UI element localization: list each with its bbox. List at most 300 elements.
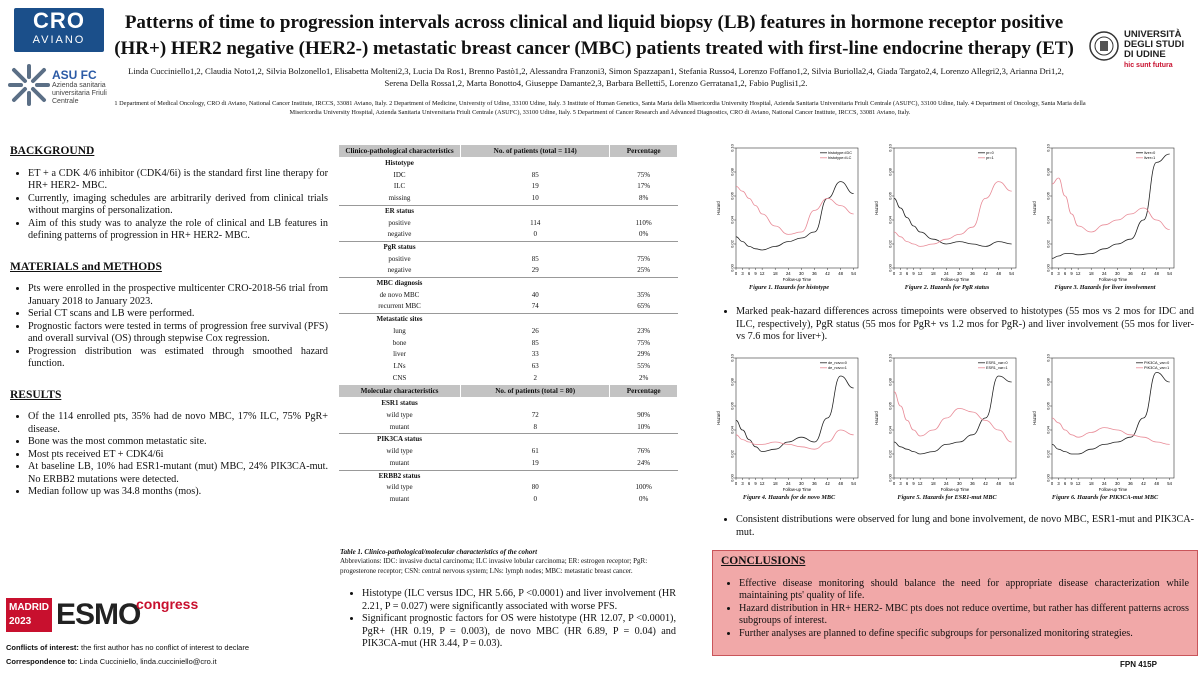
- y-tick-label: 0.04: [729, 216, 735, 224]
- table-cell: lung: [393, 326, 406, 335]
- hazard-findings: [718, 306, 1194, 344]
- legend-label: liver=0: [1144, 151, 1156, 155]
- table-cell: 40: [531, 290, 539, 299]
- x-tick-label: 30: [957, 271, 962, 276]
- x-tick-label: 24: [1101, 271, 1107, 276]
- x-tick-label: 18: [772, 481, 778, 486]
- list-item: • Marked peak-hazard differences across timepoints were observed to histotypes (55 mos vs 2 mos for IDC and ILC, respectively), PgR status (55 mos for PgR+ vs 1.2 mos for PgR-) and liver involvement (55 mos for liver- vs 7.6 mos for liver+).: [736, 306, 1194, 344]
- legend-label: pr=0: [986, 151, 994, 155]
- y-tick-label: 0.02: [1045, 240, 1051, 248]
- list-item: • ET + a CDK 4/6 inhibitor (CDK4/6i) is the standard first line therapy for HR+ HER2- MBC.: [28, 168, 328, 193]
- x-tick-label: 6: [747, 481, 751, 486]
- results-list: [10, 411, 328, 499]
- methods-title: MATERIALS and METHODS: [10, 260, 162, 273]
- x-tick-label: 9: [912, 271, 915, 276]
- figure-caption: Figure 3. Hazards for liver involvement: [1054, 284, 1156, 291]
- x-tick-label: 30: [799, 481, 804, 486]
- x-tick-label: 36: [1128, 271, 1133, 276]
- table-cell: 90%: [637, 411, 651, 420]
- x-tick-label: 3: [1057, 481, 1060, 486]
- y-tick-label: 0.02: [729, 450, 735, 458]
- table-cell: 17%: [637, 182, 651, 191]
- y-tick-label: 0.00: [729, 264, 735, 272]
- x-tick-label: 12: [759, 481, 765, 486]
- udine-logo-motto: hic sunt futura: [1124, 62, 1173, 69]
- table-cell: 26: [531, 326, 539, 335]
- left-column: [10, 145, 328, 517]
- x-tick-label: 18: [1088, 271, 1094, 276]
- legend-label: ESR1_var=1: [986, 366, 1008, 370]
- list-item: • Further analyses are planned to define specific subgroups for personalized monitoring strategies.: [739, 628, 1189, 641]
- y-tick-label: 0.10: [729, 144, 735, 152]
- x-tick-label: 9: [754, 481, 757, 486]
- x-tick-label: 12: [917, 481, 923, 486]
- table-cell: 2: [533, 373, 537, 382]
- table-cell: liver: [393, 350, 406, 359]
- table-cell: 114: [530, 218, 541, 227]
- x-tick-label: 36: [1128, 481, 1133, 486]
- x-tick-label: 12: [759, 271, 765, 276]
- table-cell: 10%: [637, 422, 651, 431]
- x-tick-label: 3: [741, 481, 744, 486]
- table-cell: negative: [387, 266, 412, 275]
- x-tick-label: 42: [983, 481, 988, 486]
- table-cell: 61: [531, 447, 539, 456]
- table-cell: 110%: [635, 218, 652, 227]
- asufc-logo-sub: Azienda sanitaria universitaria Friuli Centrale: [52, 82, 107, 105]
- table-row: [339, 290, 678, 302]
- asufc-emblem-icon: [8, 64, 50, 106]
- figure-caption: Figure 5. Hazards for ESR1-mut MBC: [897, 494, 997, 501]
- y-tick-label: 0.10: [729, 354, 735, 362]
- x-tick-label: 12: [917, 271, 923, 276]
- x-tick-label: 6: [1063, 271, 1067, 276]
- table-row: [339, 373, 678, 385]
- table-cell: missing: [388, 194, 411, 203]
- legend-label: de_novo=0: [828, 361, 847, 365]
- cro-aviano-logo: [14, 8, 104, 52]
- table-row: [339, 494, 678, 506]
- x-tick-label: 6: [905, 481, 909, 486]
- x-tick-label: 30: [1115, 481, 1120, 486]
- list-item: • At baseline LB, 10% had ESR1-mutant (mut) MBC, 24% PIK3CA-mut. No ERBB2 mutations were detected.: [28, 461, 328, 486]
- table-cell: 23%: [637, 326, 651, 335]
- table-cell: positive: [388, 254, 411, 263]
- y-axis-label: Hazard: [716, 201, 721, 215]
- list-item: • Currently, imaging schedules are arbitrarily derived from clinical trials without margins of personalization.: [28, 193, 328, 218]
- hazard-chart-4: [714, 350, 864, 500]
- table-cell: 75%: [637, 338, 651, 347]
- x-tick-label: 42: [1141, 481, 1146, 486]
- esmo-city: MADRID: [9, 602, 49, 613]
- series-line-1: [894, 376, 1012, 454]
- table-row: [339, 410, 678, 422]
- cro-logo-sub: AVIANO: [32, 34, 86, 46]
- results-stats-list: [344, 588, 676, 651]
- table-header-cell: Percentage: [610, 145, 678, 158]
- y-tick-label: 0.04: [887, 216, 893, 224]
- legend-label: pr=1: [986, 156, 994, 160]
- x-tick-label: 30: [799, 271, 804, 276]
- results-item-1: Of the 114 enrolled pts, 35% had de novo MBC, 17% ILC, 75% PgR+ disease.: [28, 411, 328, 435]
- table-cell: 85: [531, 254, 539, 263]
- figure-caption: Figure 1. Hazards for histotype: [749, 284, 829, 291]
- table-cell: 75%: [637, 254, 651, 263]
- x-tick-label: 54: [851, 481, 856, 486]
- table-row: [339, 181, 678, 193]
- table-row: [339, 301, 678, 313]
- table-cell: IDC: [393, 170, 406, 179]
- x-tick-label: 42: [1141, 271, 1146, 276]
- author-list: Linda Cucciniello1,2, Claudia Noto1,2, Silvia Bolzonello1, Elisabetta Molteni2,3, Lucia Da Ros1, Brenno Pastò1,2, Alessandra Franzoni3, Simon Spazzapan1, Stefania Russo4, Lorenzo Foffano1,2, Silvia Buriolla2,4, Giada Targato2,4, Lorenzo Allegri2,3, Arianna Dri1,2, Serena Della Rossa1,2, Marta Bonotto4, Giuseppe Damante2,3, Barbara Belletti5, Lorenzo Gerratana1,2, Fabio Puglisi1,2.: [128, 66, 1064, 88]
- table-cell: 19: [531, 458, 539, 467]
- udine-logo-line3: DI UDINE: [1124, 49, 1166, 60]
- table-caption-text: Abbreviations: IDC: invasive ductal carcinoma; ILC invasive lobular carcinoma; ER: estrogen receptor; PgR: progesterone receptor; CSN: central nervous system; LNs: lymph nodes; MBC: metastatic breast cancer.: [340, 557, 648, 575]
- table-group-label: Histotype: [339, 158, 461, 170]
- esmo-year: 2023: [9, 616, 32, 627]
- table-cell: 63: [531, 361, 539, 370]
- y-tick-label: 0.00: [729, 474, 735, 482]
- series-line-2: [1052, 178, 1170, 232]
- table-cell: 85: [531, 338, 539, 347]
- x-tick-label: 12: [1075, 481, 1081, 486]
- table-cell: 19: [531, 182, 539, 191]
- esmo-name: ESMO: [56, 598, 141, 631]
- legend-label: histotype=ILC: [828, 156, 852, 160]
- table-row: [339, 446, 678, 458]
- esmo-congress: congress: [136, 596, 199, 612]
- table-header-cell: Molecular characteristics: [339, 385, 461, 398]
- x-tick-label: 0: [892, 481, 896, 486]
- x-axis-label: Follow-up Time: [782, 277, 812, 282]
- table-cell: 0: [533, 494, 537, 503]
- series-line-2: [736, 186, 854, 234]
- y-tick-label: 0.04: [729, 426, 735, 434]
- series-line-1: [894, 198, 1012, 246]
- y-tick-label: 0.06: [1045, 402, 1051, 410]
- poster-title: Patterns of time to progression intervals across clinical and liquid biopsy (LB) features in hormone receptor positive (HR+) HER2 negative (HER2-) metastatic breast cancer (MBC) patients treated with first-line endocrine therapy (ET): [114, 12, 1074, 59]
- x-tick-label: 24: [785, 271, 791, 276]
- x-tick-label: 30: [1115, 271, 1120, 276]
- udine-logo-line1: UNIVERSITÀ: [1124, 29, 1182, 40]
- x-axis-label: Follow-up Time: [940, 277, 970, 282]
- plot-frame: [894, 148, 1016, 268]
- table-cell: 0%: [639, 494, 649, 503]
- table-row: [339, 338, 678, 350]
- fpn-code: FPN 415P: [1120, 660, 1157, 669]
- x-tick-label: 18: [930, 271, 936, 276]
- plot-frame: [1052, 358, 1174, 478]
- x-tick-label: 18: [772, 271, 778, 276]
- x-axis-label: Follow-up Time: [940, 487, 970, 492]
- table-cell: 85: [531, 170, 539, 179]
- table-cell: 29%: [637, 350, 651, 359]
- y-tick-label: 0.00: [1045, 474, 1051, 482]
- x-tick-label: 42: [825, 481, 830, 486]
- plot-frame: [736, 148, 858, 268]
- x-tick-label: 24: [943, 271, 949, 276]
- table-header-cell: Percentage: [610, 385, 678, 398]
- table-row: [339, 326, 678, 338]
- x-tick-label: 48: [996, 271, 1001, 276]
- x-tick-label: 9: [912, 481, 915, 486]
- table-group-label: ESR1 status: [339, 398, 461, 410]
- figure-caption: Figure 6. Hazards for PIK3CA-mut MBC: [1051, 494, 1159, 501]
- x-tick-label: 0: [1050, 481, 1054, 486]
- series-line-2: [894, 392, 1012, 442]
- list-item: • Consistent distributions were observed for lung and bone involvement, de novo MBC, ESR1-mut and PIK3CA-mut.: [736, 514, 1194, 539]
- x-axis-label: Follow-up Time: [782, 487, 812, 492]
- characteristics-table: [338, 144, 678, 506]
- x-axis-label: Follow-up Time: [1098, 487, 1128, 492]
- y-tick-label: 0.10: [887, 354, 893, 362]
- table-cell: 33: [531, 350, 539, 359]
- y-tick-label: 0.10: [1045, 354, 1051, 362]
- list-item: • Aim of this study was to analyze the role of clinical and LB features in defining patterns of progression in HR+ HER2- MBC.: [28, 218, 328, 243]
- x-tick-label: 0: [892, 271, 896, 276]
- table-group-label: PgR status: [339, 241, 461, 253]
- x-tick-label: 48: [1154, 271, 1159, 276]
- x-tick-label: 9: [1070, 271, 1073, 276]
- hazard-chart-3: [1030, 140, 1180, 290]
- list-item: • Histotype (ILC versus IDC, HR 5.66, P <0.0001) and liver involvement (HR 2.21, P = 0.027) were significantly associated with worse PFS.: [362, 588, 676, 613]
- x-tick-label: 48: [838, 271, 843, 276]
- y-axis-label: Hazard: [716, 411, 721, 425]
- x-tick-label: 3: [741, 271, 744, 276]
- y-tick-label: 0.00: [1045, 264, 1051, 272]
- x-tick-label: 24: [1101, 481, 1107, 486]
- table-header-cell: No. of patients (total = 114): [461, 145, 610, 158]
- x-tick-label: 42: [983, 271, 988, 276]
- x-axis-label: Follow-up Time: [1098, 277, 1128, 282]
- table-cell: mutant: [389, 422, 410, 431]
- legend-label: liver=1: [1144, 156, 1156, 160]
- x-tick-label: 36: [970, 271, 975, 276]
- table-row: [339, 349, 678, 361]
- x-tick-label: 6: [747, 271, 751, 276]
- table-cell: 8%: [639, 194, 649, 203]
- table-cell: 55%: [637, 361, 651, 370]
- x-tick-label: 3: [899, 481, 902, 486]
- y-tick-label: 0.06: [729, 402, 735, 410]
- figure-caption: Figure 4. Hazards for de novo MBC: [742, 494, 836, 501]
- list-item: • Median follow up was 34.8 months (mos).: [28, 486, 328, 499]
- y-tick-label: 0.06: [887, 192, 893, 200]
- y-tick-label: 0.04: [1045, 216, 1051, 224]
- x-tick-label: 6: [1063, 481, 1067, 486]
- list-item: • Effective disease monitoring should balance the need for appropriate disease characterization while maintaining pts' quality of life.: [739, 578, 1189, 603]
- conclusions-list: [713, 578, 1197, 641]
- y-tick-label: 0.10: [1045, 144, 1051, 152]
- x-tick-label: 0: [1050, 271, 1054, 276]
- x-tick-label: 24: [943, 481, 949, 486]
- legend-label: PIK3CA_var=0: [1144, 361, 1170, 365]
- x-tick-label: 3: [899, 271, 902, 276]
- asufc-logo-name: ASU FC: [52, 68, 97, 82]
- table-header-cell: No. of patients (total = 80): [461, 385, 610, 398]
- x-tick-label: 36: [812, 481, 817, 486]
- y-tick-label: 0.08: [729, 378, 735, 386]
- legend-label: PIK3CA_var=1: [1144, 366, 1170, 370]
- table-row: [339, 170, 678, 182]
- correspondence-label: Correspondence to:: [6, 657, 78, 666]
- table-row: [339, 361, 678, 373]
- table-cell: 80: [531, 483, 539, 492]
- table-cell: 0%: [639, 230, 649, 239]
- list-item: • Most pts received ET + CDK4/6i: [28, 449, 328, 462]
- y-tick-label: 0.08: [887, 168, 893, 176]
- table-cell: wild type: [386, 447, 413, 456]
- series-line-1: [736, 182, 854, 250]
- table-cell: 72: [531, 411, 539, 420]
- table-cell: bone: [392, 338, 407, 347]
- list-item: • Pts were enrolled in the prospective multicenter CRO-2018-56 trial from January 2018 to January 2023.: [28, 283, 328, 308]
- table-cell: CNS: [392, 373, 407, 382]
- hazard-chart-6: [1030, 350, 1180, 500]
- plot-frame: [1052, 148, 1174, 268]
- list-item: • Prognostic factors were tested in terms of progression free survival (PFS) and overall survival (OS) through stepwise Cox regression.: [28, 321, 328, 346]
- x-tick-label: 12: [1075, 271, 1081, 276]
- table-group-label: ER status: [339, 205, 461, 217]
- y-tick-label: 0.02: [887, 450, 893, 458]
- hazard-chart-2: [872, 140, 1022, 290]
- table-cell: 10: [531, 194, 539, 203]
- x-tick-label: 36: [812, 271, 817, 276]
- table-row: [339, 193, 678, 205]
- table-row: [339, 422, 678, 434]
- y-tick-label: 0.06: [1045, 192, 1051, 200]
- udine-logo-line2: DEGLI STUDI: [1124, 39, 1185, 50]
- legend-label: histotype=IDC: [828, 151, 852, 155]
- x-tick-label: 48: [1154, 481, 1159, 486]
- table-cell: 65%: [637, 302, 651, 311]
- y-tick-label: 0.02: [887, 240, 893, 248]
- hazard-findings-list: [718, 306, 1194, 344]
- hazard-chart-5: [872, 350, 1022, 500]
- y-axis-label: Hazard: [874, 201, 879, 215]
- y-axis-label: Hazard: [1032, 201, 1037, 215]
- y-tick-label: 0.00: [887, 474, 893, 482]
- consistent-findings-list: [718, 514, 1194, 539]
- x-tick-label: 30: [957, 481, 962, 486]
- table-cell: 0: [533, 230, 537, 239]
- series-line-2: [1052, 418, 1170, 444]
- x-tick-label: 42: [825, 271, 830, 276]
- y-tick-label: 0.08: [729, 168, 735, 176]
- conclusions-box: [712, 550, 1198, 656]
- table-cell: 8: [533, 422, 537, 431]
- series-line-1: [1052, 372, 1170, 454]
- y-axis-label: Hazard: [874, 411, 879, 425]
- y-tick-label: 0.02: [729, 240, 735, 248]
- results-title: RESULTS: [10, 388, 62, 401]
- hazard-chart-1: [714, 140, 864, 290]
- y-tick-label: 0.10: [887, 144, 893, 152]
- consistent-findings: [718, 514, 1194, 539]
- x-tick-label: 54: [1167, 271, 1172, 276]
- x-tick-label: 24: [785, 481, 791, 486]
- table-caption: [340, 548, 680, 576]
- table-cell: 75%: [637, 170, 651, 179]
- table-cell: wild type: [386, 483, 413, 492]
- y-axis-label: Hazard: [1032, 411, 1037, 425]
- table-row: [339, 458, 678, 470]
- x-tick-label: 54: [851, 271, 856, 276]
- x-tick-label: 6: [905, 271, 909, 276]
- table-cell: 74: [531, 302, 539, 311]
- table-cell: wild type: [386, 411, 413, 420]
- list-item: • Progression distribution was estimated through smoothed hazard function.: [28, 346, 328, 371]
- table-row: [339, 254, 678, 266]
- y-tick-label: 0.08: [887, 378, 893, 386]
- conclusions-title: CONCLUSIONS: [721, 555, 806, 567]
- table-cell: mutant: [389, 494, 410, 503]
- udine-seal-icon: [1088, 30, 1120, 62]
- esmo-congress-logo: [6, 596, 199, 636]
- table-cell: mutant: [389, 458, 410, 467]
- y-tick-label: 0.08: [1045, 168, 1051, 176]
- table-caption-title: Table 1. Clinico-pathological/molecular characteristics of the cohort: [340, 548, 538, 556]
- x-tick-label: 48: [996, 481, 1001, 486]
- table-cell: 2%: [639, 373, 649, 382]
- table-row: [339, 265, 678, 277]
- list-item: • Hazard distribution in HR+ HER2- MBC pts does not reduce overtime, but rather has different patterns across subgroups of interest.: [739, 603, 1189, 628]
- x-tick-label: 9: [1070, 481, 1073, 486]
- series-line-2: [894, 182, 1012, 247]
- x-tick-label: 3: [1057, 271, 1060, 276]
- table-cell: LNs: [393, 361, 406, 370]
- table-cell: 100%: [635, 483, 652, 492]
- table-cell: 29: [531, 266, 539, 275]
- series-line-1: [736, 376, 854, 452]
- table-cell: 76%: [637, 447, 651, 456]
- methods-list: [10, 283, 328, 371]
- x-tick-label: 54: [1009, 481, 1014, 486]
- figure-caption: Figure 2. Hazards for PgR status: [904, 284, 990, 291]
- udine-university-logo: [1088, 28, 1194, 72]
- x-tick-label: 54: [1009, 271, 1014, 276]
- correspondence-text: Linda Cucciniello, linda.cucciniello@cro.it: [77, 657, 217, 666]
- table-group-label: MBC diagnosis: [339, 278, 461, 290]
- x-tick-label: 48: [838, 481, 843, 486]
- conflict-text: the first author has no conflict of interest to declare: [78, 643, 250, 652]
- y-tick-label: 0.04: [887, 426, 893, 434]
- table-group-label: ERBB2 status: [339, 470, 461, 482]
- table-group-label: Metastatic sites: [339, 314, 461, 326]
- list-item: • Serial CT scans and LB were performed.: [28, 308, 328, 321]
- list-item: • Significant prognostic factors for OS were histotype (HR 12.07, P <0.0001), PgR+ (HR 0.19, P = 0.003), de novo MBC (HR 6.89, P = 0.04) and PIK3CA-mut (HR 3.44, P = 0.03).: [362, 613, 676, 651]
- table-cell: de novo MBC: [379, 290, 420, 299]
- list-item: • Bone was the most common metastatic site.: [28, 436, 328, 449]
- y-tick-label: 0.06: [887, 402, 893, 410]
- list-item: [28, 411, 328, 436]
- y-tick-label: 0.00: [887, 264, 893, 272]
- table-cell: negative: [387, 230, 412, 239]
- conflict-label: Conflicts of interest:: [6, 643, 79, 652]
- conflict-footer: [6, 641, 336, 669]
- table-cell: positive: [388, 218, 411, 227]
- table-cell: recurrent MBC: [378, 302, 421, 311]
- cro-logo-name: CRO: [33, 8, 85, 33]
- x-tick-label: 0: [734, 481, 738, 486]
- table-cell: 25%: [637, 266, 651, 275]
- table-cell: ILC: [393, 182, 406, 191]
- results-stats: [344, 588, 676, 651]
- affiliations: 1 Department of Medical Oncology, CRO di Aviano, National Cancer Institute, IRCCS, 33081 Aviano, Italy. 2 Department of Medicine, University of Udine, 33100 Udine, Italy. 3 Institute of Human Genetics, Santa Maria della Misericordia University Hospital, Azienda Sanitaria Universitaria Friuli Centrale (ASUFC), 33100 Udine, Italy. 4 Department of Oncology, Santa Maria della Misericordia University Hospital, Azienda Sanitaria Universitaria Friuli Centrale (ASUFC), 33100 Udine, Italy. 5 Department of Cancer Research and Advanced Diagnostics, CRO di Aviano, National Cancer Institute, IRCCS, 33081 Aviano, Italy.: [114, 100, 1086, 116]
- table-cell: 24%: [637, 458, 651, 467]
- y-tick-label: 0.02: [1045, 450, 1051, 458]
- table-row: [339, 482, 678, 494]
